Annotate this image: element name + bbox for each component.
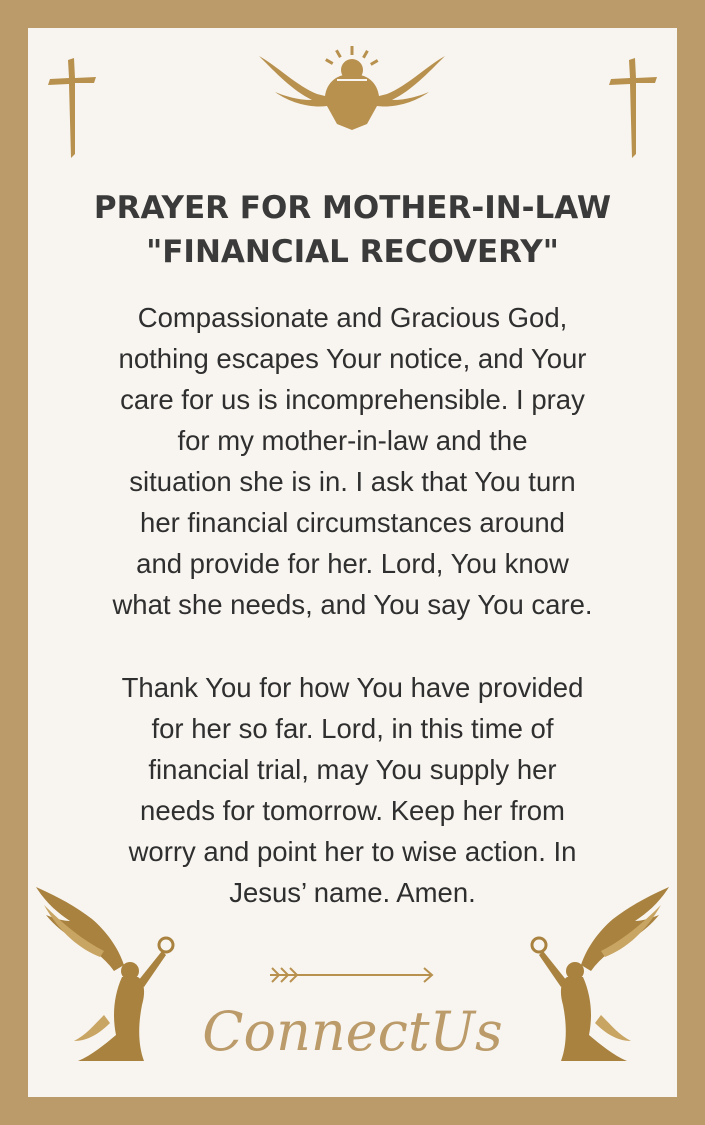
page-title [0, 186, 705, 274]
prayer-line: for her so far. Lord, in this time of [151, 713, 554, 744]
title-line-1: PRAYER FOR MOTHER-IN-LAW [93, 190, 612, 226]
prayer-line: and provide for her. Lord, You know [136, 548, 569, 579]
winged-sun-icon [257, 44, 447, 130]
prayer-line: situation she is in. I ask that You turn [129, 466, 576, 497]
arrow-icon [268, 963, 436, 987]
prayer-paragraph-2 [0, 667, 705, 913]
prayer-paragraph-1 [0, 297, 705, 625]
prayer-line: worry and point her to wise action. In [128, 836, 577, 867]
prayer-line: what she needs, and You say You care. [112, 589, 593, 620]
prayer-line: her financial circumstances around [140, 507, 565, 538]
prayer-line: Compassionate and Gracious God, [137, 302, 568, 333]
prayer-line: care for us is incomprehensible. I pray [120, 384, 585, 415]
prayer-line: Jesus’ name. Amen. [229, 877, 476, 908]
brand-logo: ConnectUs [202, 1000, 503, 1063]
prayer-line: Thank You for how You have provided [121, 672, 584, 703]
title-line-2: "FINANCIAL RECOVERY" [146, 234, 559, 270]
prayer-line: nothing escapes Your notice, and Your [118, 343, 587, 374]
prayer-line: financial trial, may You supply her [148, 754, 557, 785]
prayer-line: needs for tomorrow. Keep her from [140, 795, 565, 826]
cross-icon-right [605, 58, 661, 158]
prayer-line: for my mother-in-law and the [177, 425, 528, 456]
cross-icon-left [44, 58, 100, 158]
